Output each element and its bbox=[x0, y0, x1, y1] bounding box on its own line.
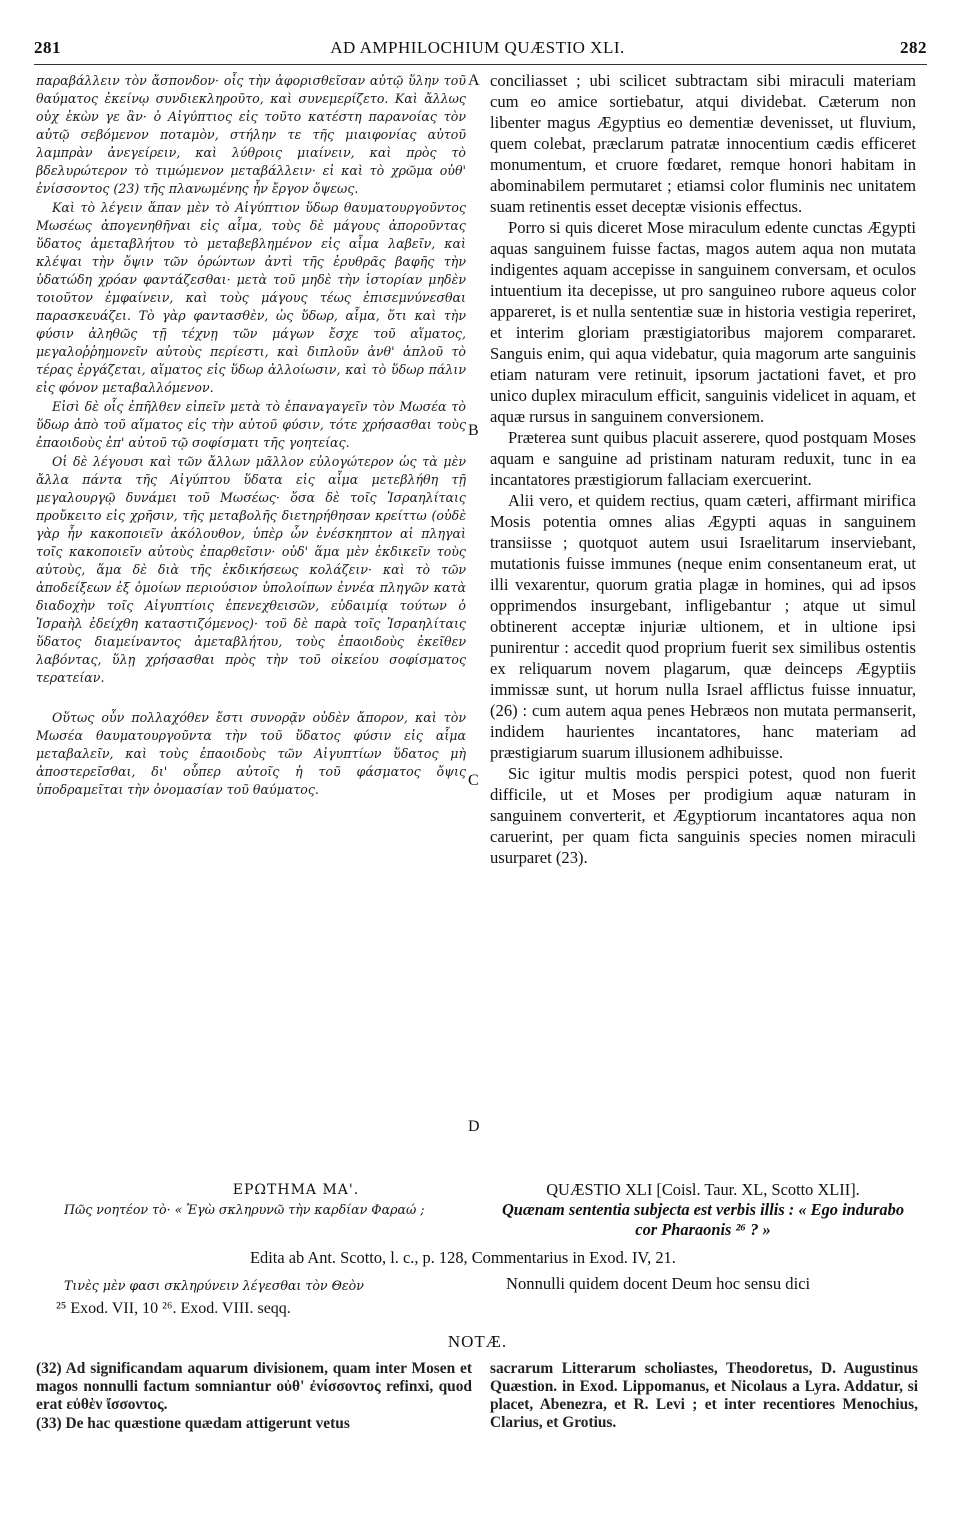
greek-paragraph: Οὕτως οὖν πολλαχόθεν ἔστι συνορᾷν οὐδὲν ἄπορον, καὶ τὸν Μωσέα θαυματουργοῦντα τὴν τοῦ ὕδατος φύσιν εἰς αἷμα μεταβαλεῖν, καὶ τοὺς ἐπαοιδοὺς τῶν Αἰγυπτίων ὕδατος μὴ ἀποστερεῖσθαι, δι' οὗπερ αὐτοῖς ἡ τοῦ φάσματος ὄψις ὑποδραμεῖται τὴν ὀνομασίαν τοῦ θαύματος. bbox=[36, 710, 466, 797]
latin-paragraph: Præterea sunt quibus placuit asserere, quod postquam Moses aquam e sanguine ad pristinam naturam reduxit, tunc in ea incantatores præstigiorum fallaciam exercuerint. bbox=[490, 428, 916, 489]
margin-letters bbox=[463, 72, 493, 1152]
latin-question-heading bbox=[490, 1180, 916, 1240]
latin-paragraph: conciliasset ; ubi scilicet subtractam sibi miraculi materiam cum eo amice sortiebatur, atqui dividebat. Cæterum non libenter magus Ægyptius eo dementiæ devenisset, ut fluvium, quem colebat, præclarum patratæ innocentium cædis efficeret monumentum, et cruore fœdaret, remque honori habitam in abominabilem permutaret ; etiamsi color fluminis nec unitatem suam retinentis esset deceptæ visionis effectus. bbox=[490, 71, 916, 216]
note-33: (33) De hac quæstione quædam attigerunt vetus bbox=[36, 1415, 350, 1432]
page-header bbox=[0, 34, 955, 64]
notes-title: NOTÆ. bbox=[447, 1332, 508, 1351]
margin-letter-a: A bbox=[468, 72, 480, 89]
latin-question-title: QUÆSTIO XLI [Coisl. Taur. XL, Scotto XLII]. bbox=[546, 1180, 860, 1199]
greek-paragraph: Οἱ δὲ λέγουσι καὶ τῶν ἄλλων μᾶλλον εὐλογώτερον ὡς τὰ μὲν ἄλλα πάντα τῆς Αἰγύπτου ὕδατα εἰς αἷμα μετεβλήθη τῇ μεγαλουργῷ δυνάμει τοῦ Μωσέως· ὅσα δὲ τοῖς Ἰσραηλίταις προὔκειτο εἰς χρῆσιν, τῆς μεταβολῆς διετηρήθησαν κρείττω (οὐδὲ γὰρ ἦν κακοποιεῖν ἀκόλουθον, ὑπὲρ ὧν ἐνέσκηπτον αἱ πληγαὶ τοῖς κακοποιεῖν αὐτοὺς ἐπαρθεῖσιν· οὐδ' ἅμα μὲν ἐκδικεῖν τοὺς αὐτοὺς, ἅμα δὲ διὰ τῆς ἐκδικήσεως κολάζειν· καὶ τὸ τῶν ἀποδείξεων ἐξ ὁμοίων περιούσιον ὑπολοίπων ἐννέα πληγῶν κατὰ διαδοχὴν τοῖς Αἰγυπτίοις ἐπενεχθεισῶν, εὐδαιμίᾳ τούτων ὁ Ἰσραὴλ ἐδείχθη καταστιζόμενος)· τοῦ δὲ παρὰ τοῖς Ἰσραηλίταις ὕδατος διαμείναντος ἀμεταβλήτου, τοὺς ἐπαοιδοὺς ἐκεῖθεν λαβόντας, ὕλῃ χρήσασθαι πρὸς τὴν τοῦ οἰκείου σοφίσματος τερατείαν. bbox=[36, 454, 466, 685]
greek-question-title: ΕΡΩΤΗΜΑ ΜΑ'. bbox=[232, 1182, 360, 1198]
header-rule bbox=[34, 64, 927, 65]
latin-question-subtitle: Quænam sententia subjecta est verbis illis : « Ego indurabo cor Pharaonis ²⁶ ? » bbox=[501, 1200, 905, 1239]
margin-letter-c: C bbox=[468, 772, 479, 789]
page-number-left: 281 bbox=[34, 38, 61, 57]
page-number-right: 282 bbox=[900, 38, 927, 57]
greek-paragraph: Καὶ τὸ λέγειν ἅπαν μὲν τὸ Αἰγύπτιον ὕδωρ θαυματουργοῦντος Μωσέως ἀπογενηθῆναι εἰς αἷμα, τοὺς δὲ μάγους ἀποροῦντας ὕδατος ἀμεταβλήτου τὸ μεταβεβλημένον εἰς αἷμα λαβεῖν, καὶ κλέψαι τὴν ὄψιν τῶν ὁρώντων ἀντὶ τῆς ἐρυθρᾶς βαφῆς τὴν ὑδατώδη χρόαν φαντάζεσθαι· μετὰ τοῦ μηδὲ τὴν ἱστορίαν μηδὲν τοιοῦτον ἐμφαίνειν, καὶ τοὺς μάγους τέως ἐπισεμνύνεσθαι παρασκευάζει. Τὸ γὰρ φαντασθὲν, ὡς ὕδωρ, αἷμα, ὅτι καὶ τὴν φύσιν ἀληθῶς τῇ τέχνῃ τῶν μάγων ἔσχε τοῦ αἵματος, μεγαλοῤῥημονεῖν αὐτοὺς περίεστι, καὶ διπλοῦν ἀνθ' ἁπλοῦ τὸ τέρας ἐργάζεται, αἵματος εἰς ὕδωρ ἀλλοίωσιν, καὶ τὸ ὕδωρ πάλιν εἰς φόνον μεταβαλλόμενον. bbox=[36, 200, 466, 395]
greek-paragraph: Εἰσὶ δὲ οἷς ἐπῆλθεν εἰπεῖν μετὰ τὸ ἐπαναγαγεῖν τὸν Μωσέα τὸ ὕδωρ ἀπὸ τοῦ αἵματος εἰς τὴν αὐτοῦ φύσιν, τότε χρήσασθαι τοὺς ἐπαοιδοὺς ἐπ' αὐτοῦ τῷ σοφίσματι τῆς γοητείας. bbox=[36, 399, 466, 450]
greek-question-heading bbox=[36, 1182, 466, 1219]
note-32: (32) Ad significandam aquarum divisionem, quam inter Mosen et magos nonnulli factum somniantur οὐθ' ἐνίσσοντος refinxi, quod erat εὐθὲν ἴσσοντος. bbox=[36, 1360, 472, 1413]
latin-paragraph: Alii vero, et quidem rectius, quam cæteri, affirmant mirifica Mosis potentia omnes alias Ægypti aquas in sanguinem transiisse ; quotquot autem usui Israelitarum inserviebant, mutationis fuisse immunes (neque enim consentaneum erat, ut illi vexarentur, quorum gratia plagæ in homines, qui ad ipsos opprimendos insurgebant, infligebantur ; atque ut simul obtinerent acceptæ injuriæ ultionem, et in ultione ipsi punirentur : accedit quod proprium fuerit sex similibus ostentis ex reliquarum novem plagarum, quæ deinceps Ægyptiis immissæ sunt, ut horum nulla Israel afflictus fuisse innuatur, (26) : cum autem aqua penes Hebræos non mutata permanserit, indidem haurientes incantatores, hanc materiam ad præstigiarum suarum illusionem adhibuisse. bbox=[490, 491, 916, 762]
margin-letter-b: B bbox=[468, 422, 479, 439]
greek-paragraph: παραβάλλειν τὸν ἄσπονδον· οἷς τὴν ἀφορισθεῖσαν αὐτῷ ὕλην τοῦ θαύματος ἐκείνῳ συνδιεκληροῦτο, καὶ συνεμερίζετο. Καὶ ἄλλως οὐχ ἑκὼν γε ἂν· ὁ Αἰγύπτιος εἰς τοῦτο κατέστη παρανοίας τὸν αὐτῷ σεβόμενον ποταμὸν, στήλην τε τῆς μιαιφονίας αὐτοῦ λαμπρὰν ἀνεγείρειν, καὶ λύθροις μιαίνειν, καὶ πρὸς τὸ βδελυρώτερον τὸ τιμώμενον μεταβάλλειν· εἰ καὶ τὸ χρῶμα οὐθ' ἐνίσσοντος (23) τῆς πλανωμένης ἦν ἔργον ὄψεως. bbox=[36, 73, 466, 196]
greek-question-subtitle: Πῶς νοητέον τὸ· « Ἐγὼ σκληρυνῶ τὴν καρδίαν Φαραώ ; bbox=[64, 1202, 425, 1217]
note-33-continued: sacrarum Litterarum scholiastes, Theodoretus, D. Augustinus Quæstion. in Exod. Lippomanus, et Nicolaus a Lyra. Addatur, si placet, Abenezra, et R. Levi ; et inter recentiores Menochius, Clarius, et Grotius. bbox=[490, 1360, 918, 1431]
edition-note: Edita ab Ant. Scotto, l. c., p. 128, Commentarius in Exod. IV, 21. bbox=[250, 1248, 676, 1267]
greek-opening-line: Τινὲς μὲν φασι σκληρύνειν λέγεσθαι τὸν Θεὸν bbox=[64, 1278, 364, 1293]
notes-left-column bbox=[36, 1360, 472, 1434]
margin-letter-d: D bbox=[468, 1118, 480, 1135]
scripture-reference: ²⁵ Exod. VII, 10 ²⁶. Exod. VIII. seqq. bbox=[56, 1300, 291, 1317]
latin-paragraph: Porro si quis diceret Mose miraculum edente cunctas Ægypti aquas sanguinem fuisse factas, magos autem aqua non mutata indigentes aquam accepisse in sanguinem conversam, et oculos intuentium ita decepisse, ut pro sanguineo rubore aqueus color appareret, is et nulla sententiæ suæ in historia vestigia reperiret, et interim gloriam præstigiatoribus majorem compararet. Sanguis enim, qui aqua videbatur, quia magorum arte sanguinis etiam naturam vere retinuit, ipsorum jactationi favet, et pro unico duplex miraculum efficit, sanguinis videlicet in aquam, et aquæ rursus in sanguinem conversionem. bbox=[490, 218, 916, 426]
greek-column bbox=[36, 72, 466, 1072]
latin-column bbox=[490, 70, 916, 1135]
latin-opening-line: Nonnulli quidem docent Deum hoc sensu dici bbox=[506, 1274, 811, 1293]
notes-right-column bbox=[490, 1360, 918, 1433]
latin-paragraph: Sic igitur multis modis perspici potest, quod non fuerit difficile, ut et Moses per prodigium aquæ naturam in sanguinem converterit, et Ægyptiorum incantatores aqua non caruerint, per quam ficta sanguinis species nomen miraculi usurparet (23). bbox=[490, 764, 916, 867]
running-title: AD AMPHILOCHIUM QUÆSTIO XLI. bbox=[330, 38, 625, 57]
